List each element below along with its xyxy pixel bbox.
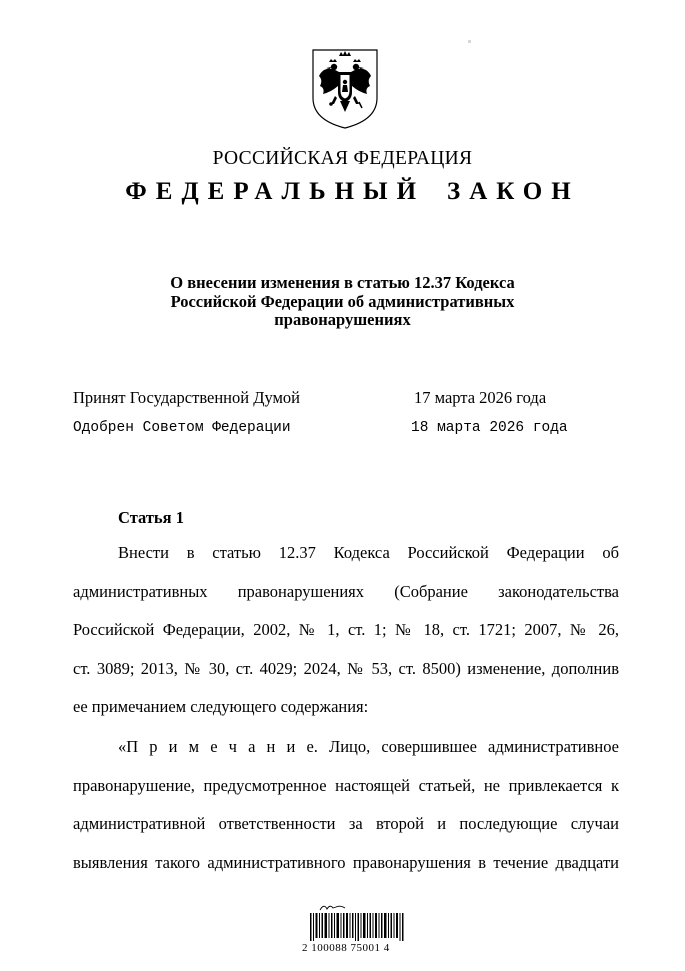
paragraph-line: административной ответственности за второй и последующие случаи (73, 814, 619, 834)
title-line: правонарушениях (274, 310, 411, 329)
document-barcode (302, 902, 406, 962)
council-approval-date: 18 марта 2026 года (411, 420, 568, 436)
paragraph-line: ее примечанием следующего содержания: (73, 697, 369, 717)
paragraph-line: ст. 3089; 2013, № 30, ст. 4029; 2024, № 53, ст. 8500) изменение, дополнив (73, 658, 619, 678)
note-label: «П р и м е ч а н и е. (118, 737, 318, 756)
law-type-word-1: ФЕДЕРАЛЬНЫЙ (125, 178, 426, 205)
coat-of-arms-icon (309, 46, 381, 130)
country-name: РОССИЙСКАЯ ФЕДЕРАЦИЯ (212, 148, 473, 169)
duma-adoption-date: 17 марта 2026 года (414, 388, 547, 407)
law-type-word-2: ЗАКОН (447, 178, 580, 205)
law-title (0, 274, 685, 330)
paragraph-line: административных правонарушениях (Собрание законодательства (73, 581, 619, 601)
article-heading: Статья 1 (118, 508, 184, 527)
barcode-number: 2 100088 75001 4 (302, 942, 390, 954)
paragraph-line: правонарушение, предусмотренное настоящей статьей, не привлекается к (73, 775, 619, 795)
paragraph-line: выявления такого административного правонарушения в течение двадцати (73, 852, 619, 872)
signature-mark-icon (318, 902, 348, 912)
article-paragraph (73, 543, 619, 736)
duma-adoption-label: Принят Государственной Думой (73, 388, 301, 407)
scan-artifact (468, 40, 471, 43)
title-line: О внесении изменения в статью 12.37 Кодекса (170, 273, 515, 292)
note-paragraph (73, 737, 619, 891)
paragraph-line: Российской Федерации, 2002, № 1, ст. 1; № 18, ст. 1721; 2007, № 26, (73, 620, 619, 640)
note-text: Лицо, совершившее административное (329, 737, 619, 756)
paragraph-line: Внести в статью 12.37 Кодекса Российской Федерации об (118, 543, 619, 562)
title-line: Российской Федерации об административных (170, 291, 515, 311)
document-type-heading (0, 178, 685, 206)
council-approval-label: Одобрен Советом Федерации (73, 420, 291, 436)
paragraph-line (73, 737, 619, 776)
barcode-icon (310, 913, 406, 941)
